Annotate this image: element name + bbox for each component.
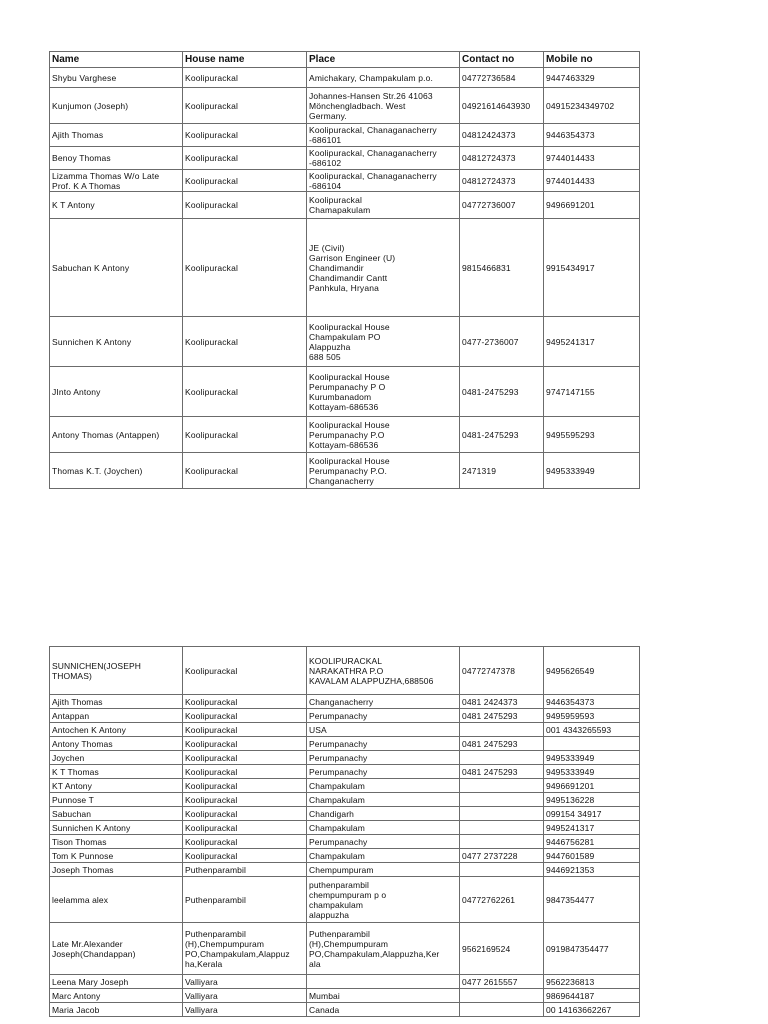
cell-contact: 0477 2615557: [460, 975, 544, 989]
cell-place: Koolipurackal, Chanaganacherry -686102: [307, 147, 460, 170]
table-row: [50, 877, 640, 923]
cell-contact: 0477 2737228: [460, 849, 544, 863]
table-row: [50, 147, 640, 170]
table-row: [50, 989, 640, 1003]
cell-house: Koolipurackal: [183, 737, 307, 751]
cell-house: Valliyara: [183, 975, 307, 989]
cell-mobile: 9495959593: [544, 709, 640, 723]
cell-contact: [460, 863, 544, 877]
header-house-name: House name: [183, 52, 307, 68]
cell-place: Perumpanachy: [307, 709, 460, 723]
cell-contact: 0481-2475293: [460, 417, 544, 453]
cell-house: Koolipurackal: [183, 807, 307, 821]
cell-mobile: 9446921353: [544, 863, 640, 877]
table-row: [50, 647, 640, 695]
cell-house: Valliyara: [183, 1003, 307, 1017]
table-row: [50, 367, 640, 417]
table-row: [50, 68, 640, 88]
cell-contact: 9562169524: [460, 923, 544, 975]
cell-mobile: 001 4343265593: [544, 723, 640, 737]
cell-contact: 0477-2736007: [460, 317, 544, 367]
cell-place: Koolipurackal Chamapakulam: [307, 192, 460, 219]
cell-place: Champakulam: [307, 821, 460, 835]
cell-contact: [460, 751, 544, 765]
cell-contact: 04812724373: [460, 170, 544, 192]
contacts-table-primary: [49, 51, 640, 489]
cell-house: Koolipurackal: [183, 835, 307, 849]
cell-mobile: 9744014433: [544, 147, 640, 170]
cell-house: Koolipurackal: [183, 68, 307, 88]
cell-mobile: 9496691201: [544, 192, 640, 219]
cell-house: Puthenparambil (H),Chempumpuram PO,Champakulam,Alappuz ha,Kerala: [183, 923, 307, 975]
contacts-table-secondary: [49, 646, 640, 1017]
cell-name: Sunnichen K Antony: [50, 821, 183, 835]
cell-mobile: 9495333949: [544, 751, 640, 765]
cell-contact: 0481 2424373: [460, 695, 544, 709]
table-header-row: [50, 52, 640, 68]
cell-house: Koolipurackal: [183, 417, 307, 453]
cell-mobile: 9446354373: [544, 124, 640, 147]
cell-house: Koolipurackal: [183, 170, 307, 192]
cell-name: Leena Mary Joseph: [50, 975, 183, 989]
cell-name: Marc Antony: [50, 989, 183, 1003]
cell-name: Thomas K.T. (Joychen): [50, 453, 183, 489]
table-row: [50, 737, 640, 751]
cell-contact: 04772747378: [460, 647, 544, 695]
table-row: [50, 695, 640, 709]
table-row: [50, 923, 640, 975]
cell-mobile: [544, 737, 640, 751]
cell-house: Koolipurackal: [183, 147, 307, 170]
cell-name: Sabuchan: [50, 807, 183, 821]
cell-name: Antappan: [50, 709, 183, 723]
table-row: [50, 709, 640, 723]
cell-contact: 2471319: [460, 453, 544, 489]
cell-place: Mumbai: [307, 989, 460, 1003]
cell-place: Champakulam: [307, 849, 460, 863]
cell-mobile: 9869644187: [544, 989, 640, 1003]
cell-house: Valliyara: [183, 989, 307, 1003]
cell-name: Ajith Thomas: [50, 695, 183, 709]
cell-mobile: 9747147155: [544, 367, 640, 417]
header-mobile-no: Mobile no: [544, 52, 640, 68]
cell-house: Koolipurackal: [183, 793, 307, 807]
cell-mobile: 9562236813: [544, 975, 640, 989]
cell-mobile: 9496691201: [544, 779, 640, 793]
cell-place: Koolipurackal House Perumpanachy P.O. Changanacherry: [307, 453, 460, 489]
cell-mobile: 9495241317: [544, 821, 640, 835]
cell-name: Joseph Thomas: [50, 863, 183, 877]
cell-name: leelamma alex: [50, 877, 183, 923]
cell-house: Koolipurackal: [183, 367, 307, 417]
cell-contact: [460, 821, 544, 835]
cell-contact: 0481 2475293: [460, 709, 544, 723]
cell-place: Chandigarh: [307, 807, 460, 821]
cell-house: Puthenparambil: [183, 863, 307, 877]
cell-name: Tom K Punnose: [50, 849, 183, 863]
cell-contact: [460, 835, 544, 849]
cell-place: Changanacherry: [307, 695, 460, 709]
cell-contact: 9815466831: [460, 219, 544, 317]
table-row: [50, 751, 640, 765]
cell-house: Koolipurackal: [183, 821, 307, 835]
cell-mobile: 9847354477: [544, 877, 640, 923]
cell-name: KT Antony: [50, 779, 183, 793]
cell-place: Koolipurackal House Champakulam PO Alappuzha 688 505: [307, 317, 460, 367]
cell-contact: 04772736584: [460, 68, 544, 88]
table-row: [50, 849, 640, 863]
cell-place: Canada: [307, 1003, 460, 1017]
cell-mobile: 9447463329: [544, 68, 640, 88]
table-row: [50, 793, 640, 807]
table-row: [50, 723, 640, 737]
cell-name: Sunnichen K Antony: [50, 317, 183, 367]
cell-name: Ajith Thomas: [50, 124, 183, 147]
cell-place: puthenparambil chempumpuram p o champakulam alappuzha: [307, 877, 460, 923]
cell-mobile: 9495333949: [544, 453, 640, 489]
cell-place: Johannes-Hansen Str.26 41063 Mönchengladbach. West Germany.: [307, 88, 460, 124]
cell-place: Chempumpuram: [307, 863, 460, 877]
cell-name: Late Mr.Alexander Joseph(Chandappan): [50, 923, 183, 975]
cell-name: SUNNICHEN(JOSEPH THOMAS): [50, 647, 183, 695]
cell-mobile: 00 14163662267: [544, 1003, 640, 1017]
cell-place: Perumpanachy: [307, 835, 460, 849]
table-row: [50, 170, 640, 192]
cell-house: Koolipurackal: [183, 723, 307, 737]
table-row: [50, 1003, 640, 1017]
cell-place: Puthenparambil (H),Chempumpuram PO,Champakulam,Alappuzha,Ker ala: [307, 923, 460, 975]
header-contact-no: Contact no: [460, 52, 544, 68]
table-row: [50, 835, 640, 849]
cell-contact: 04921614643930: [460, 88, 544, 124]
cell-place: Perumpanachy: [307, 751, 460, 765]
cell-place: Champakulam: [307, 779, 460, 793]
table-row: [50, 807, 640, 821]
cell-house: Koolipurackal: [183, 709, 307, 723]
cell-place: Perumpanachy: [307, 765, 460, 779]
cell-contact: 04772762261: [460, 877, 544, 923]
cell-place: USA: [307, 723, 460, 737]
cell-contact: [460, 1003, 544, 1017]
cell-mobile: 0919847354477: [544, 923, 640, 975]
table-row: [50, 317, 640, 367]
cell-contact: 0481 2475293: [460, 737, 544, 751]
table-row: [50, 124, 640, 147]
header-place: Place: [307, 52, 460, 68]
cell-contact: 04812724373: [460, 147, 544, 170]
cell-name: JInto Antony: [50, 367, 183, 417]
cell-house: Koolipurackal: [183, 647, 307, 695]
cell-place: Champakulam: [307, 793, 460, 807]
table-row: [50, 88, 640, 124]
cell-house: Koolipurackal: [183, 695, 307, 709]
cell-house: Koolipurackal: [183, 219, 307, 317]
cell-mobile: 9447601589: [544, 849, 640, 863]
cell-mobile: 099154 34917: [544, 807, 640, 821]
table-row: [50, 453, 640, 489]
table-row: [50, 821, 640, 835]
cell-house: Koolipurackal: [183, 849, 307, 863]
cell-name: K T Antony: [50, 192, 183, 219]
cell-name: Antony Thomas (Antappen): [50, 417, 183, 453]
cell-name: Antochen K Antony: [50, 723, 183, 737]
cell-place: KOOLIPURACKAL NARAKATHRA P.O KAVALAM ALAPPUZHA,688506: [307, 647, 460, 695]
cell-contact: 04772736007: [460, 192, 544, 219]
cell-house: Koolipurackal: [183, 88, 307, 124]
cell-contact: 0481-2475293: [460, 367, 544, 417]
cell-contact: [460, 989, 544, 1003]
cell-house: Koolipurackal: [183, 317, 307, 367]
cell-place: [307, 975, 460, 989]
cell-house: Koolipurackal: [183, 192, 307, 219]
cell-name: Kunjumon (Joseph): [50, 88, 183, 124]
cell-place: Koolipurackal House Perumpanachy P.O Kottayam-686536: [307, 417, 460, 453]
cell-mobile: 9495136228: [544, 793, 640, 807]
cell-place: Koolipurackal, Chanaganacherry -686101: [307, 124, 460, 147]
table-row: [50, 417, 640, 453]
cell-name: Benoy Thomas: [50, 147, 183, 170]
cell-place: Koolipurackal, Chanaganacherry -686104: [307, 170, 460, 192]
cell-contact: 04812424373: [460, 124, 544, 147]
cell-name: Punnose T: [50, 793, 183, 807]
header-name: Name: [50, 52, 183, 68]
cell-house: Koolipurackal: [183, 751, 307, 765]
cell-house: Puthenparambil: [183, 877, 307, 923]
table-row: [50, 863, 640, 877]
cell-contact: [460, 723, 544, 737]
cell-name: Maria Jacob: [50, 1003, 183, 1017]
cell-name: Sabuchan K Antony: [50, 219, 183, 317]
cell-place: JE (Civil) Garrison Engineer (U) Chandimandir Chandimandir Cantt Panhkula, Hryana: [307, 219, 460, 317]
cell-mobile: 9446354373: [544, 695, 640, 709]
table-row: [50, 765, 640, 779]
cell-mobile: 04915234349702: [544, 88, 640, 124]
cell-name: Joychen: [50, 751, 183, 765]
cell-contact: [460, 793, 544, 807]
cell-name: Tison Thomas: [50, 835, 183, 849]
cell-name: Antony Thomas: [50, 737, 183, 751]
cell-contact: [460, 807, 544, 821]
cell-place: Perumpanachy: [307, 737, 460, 751]
cell-name: K T Thomas: [50, 765, 183, 779]
cell-mobile: 9495241317: [544, 317, 640, 367]
cell-mobile: 9744014433: [544, 170, 640, 192]
cell-place: Koolipurackal House Perumpanachy P O Kurumbanadom Kottayam-686536: [307, 367, 460, 417]
cell-contact: 0481 2475293: [460, 765, 544, 779]
cell-contact: [460, 779, 544, 793]
cell-name: Shybu Varghese: [50, 68, 183, 88]
cell-house: Koolipurackal: [183, 779, 307, 793]
cell-house: Koolipurackal: [183, 453, 307, 489]
cell-mobile: 9495626549: [544, 647, 640, 695]
cell-mobile: 9446756281: [544, 835, 640, 849]
cell-place: Amichakary, Champakulam p.o.: [307, 68, 460, 88]
cell-name: Lizamma Thomas W/o Late Prof. K A Thomas: [50, 170, 183, 192]
cell-mobile: 9495595293: [544, 417, 640, 453]
cell-house: Koolipurackal: [183, 765, 307, 779]
cell-mobile: 9915434917: [544, 219, 640, 317]
table-row: [50, 975, 640, 989]
table-row: [50, 192, 640, 219]
cell-house: Koolipurackal: [183, 124, 307, 147]
cell-mobile: 9495333949: [544, 765, 640, 779]
table-row: [50, 779, 640, 793]
table-row: [50, 219, 640, 317]
